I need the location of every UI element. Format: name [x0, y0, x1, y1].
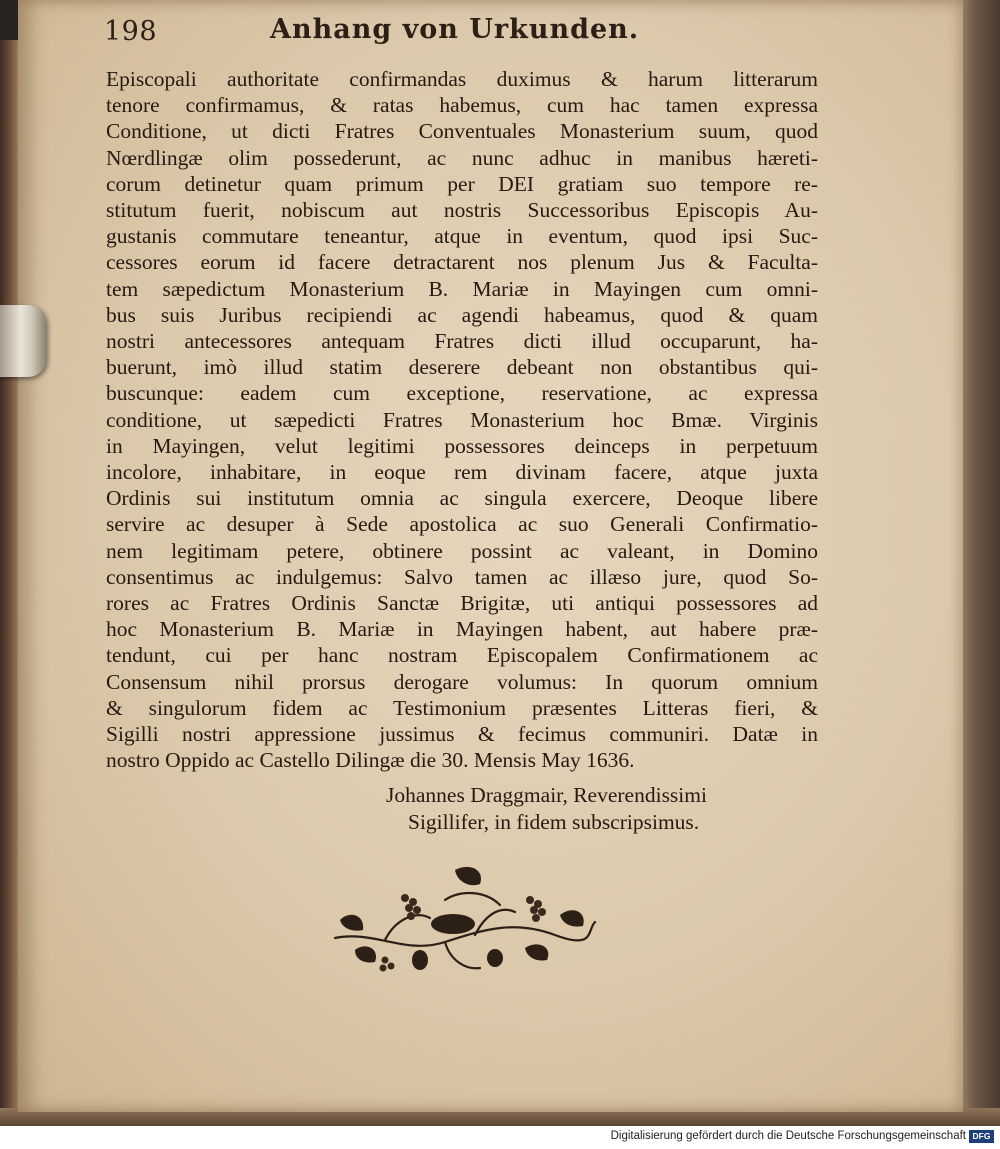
text-line: Nœrdlingæ olim possederunt, ac nunc adhuc in manibus hæreti- [106, 145, 818, 170]
text-line: Episcopali authoritate confirmandas duximus & harum litterarum [106, 67, 818, 91]
text-line: nostro Oppido ac Castello Dilingæ die 30. Mensis May 1636. [106, 748, 635, 773]
vine-ornament-icon [325, 860, 600, 985]
text-line: nem legitimam petere, obtinere possint ac valeant, in Domino [106, 538, 818, 563]
text-line: rores ac Fratres Ordinis Sanctæ Brigitæ, uti antiqui possessores ad [106, 591, 818, 616]
text-line: in Mayingen, velut legitimi possessores deinceps in perpetuum [106, 433, 818, 458]
text-line: servire ac desuper à Sede apostolica ac suo Generali Confirmatio- [106, 512, 818, 537]
text-line: Consensum nihil prorsus derogare volumus: In quorum omnium [106, 669, 818, 694]
signature-block [386, 782, 707, 836]
text-line: conditione, ut sæpedicti Fratres Monasterium hoc Bmæ. Virginis [106, 407, 818, 432]
text-line: & singulorum fidem ac Testimonium præsentes Litteras fieri, & [106, 695, 818, 720]
footer-bar [0, 1126, 1000, 1149]
text-line: Conditione, ut dicti Fratres Conventuales Monasterium suum, quod [106, 119, 818, 144]
text-line: gustanis commutare teneantur, atque in eventum, quod ipsi Suc- [106, 224, 818, 249]
text-line: hoc Monasterium B. Mariæ in Mayingen habent, aut habere præ- [106, 617, 818, 642]
running-head: Anhang von Urkunden. [270, 14, 640, 45]
page-number: 198 [104, 16, 158, 47]
text-line: stitutum fuerit, nobiscum aut nostris Successoribus Episcopis Au- [106, 198, 818, 223]
text-line: tem sæpedictum Monasterium B. Mariæ in Mayingen cum omni- [106, 276, 818, 301]
text-line: incolore, inhabitare, in eoque rem divinam facere, atque juxta [106, 460, 818, 485]
text-line: Ordinis sui institutum omnia ac singula exercere, Deoque libere [106, 486, 818, 511]
digitization-note: Digitalisierung gefördert durch die Deutsche Forschungsgemeinschaft [610, 1130, 966, 1142]
text-line: bus suis Juribus recipiendi ac agendi habeamus, quod & quam [106, 302, 818, 327]
signature-line: Sigillifer, in fidem subscripsimus. [408, 810, 700, 834]
text-line: cessores eorum id facere detractarent nos plenum Jus & Faculta- [106, 250, 818, 275]
text-line: Sigilli nostri appressione jussimus & fecimus communiri. Datæ in [106, 722, 818, 747]
dfg-logo: DFG [969, 1130, 994, 1143]
text-line: tenore confirmamus, & ratas habemus, cum hac tamen expressa [106, 93, 818, 118]
text-line: buerunt, imò illud statim deserere debeant non obstantibus qui- [106, 355, 818, 380]
body-text [106, 66, 818, 773]
text-line: tendunt, cui per hanc nostram Episcopalem Confirmationem ac [106, 643, 818, 668]
book-clasp [0, 305, 46, 377]
text-line: consentimus ac indulgemus: Salvo tamen ac illæso jure, quod So- [106, 564, 818, 589]
text-line: buscunque: eadem cum exceptione, reservatione, ac expressa [106, 381, 818, 406]
signature-line: Johannes Draggmair, Reverendissimi [386, 783, 707, 807]
text-line: nostri antecessores antequam Fratres dicti illud occuparunt, ha- [106, 329, 818, 354]
book-right-edge [960, 0, 1000, 1126]
text-line: corum detinetur quam primum per DEI gratiam suo tempore re- [106, 171, 818, 196]
